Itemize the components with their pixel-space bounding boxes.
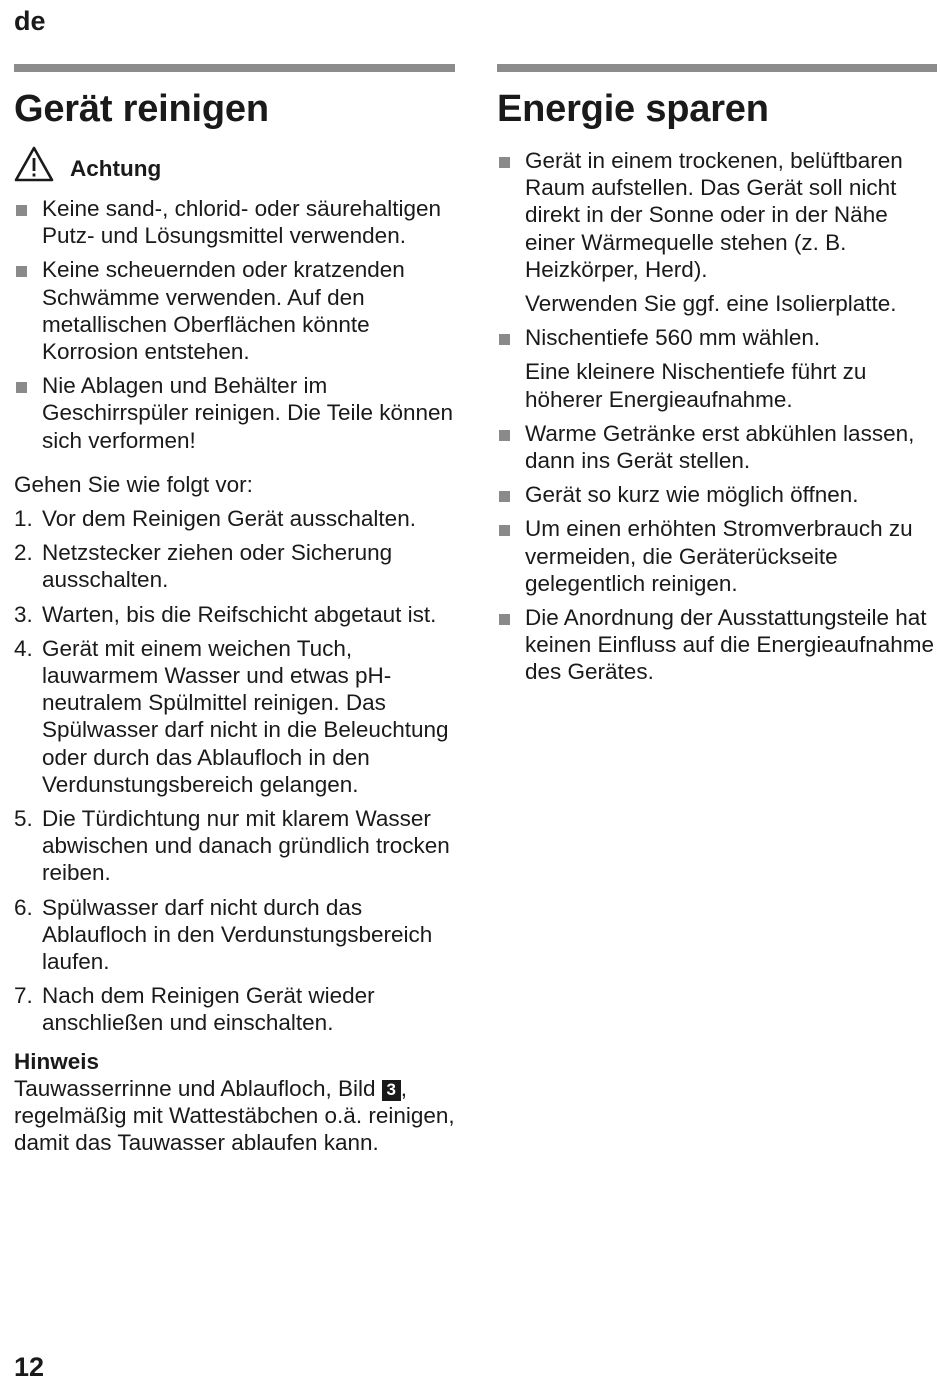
tip-text: Gerät in einem trockenen, belüftbaren Raum aufstellen. Das Gerät soll nicht direkt in der Sonne oder in der Nähe einer Wärmequelle stehen (z. B. Heizkörper, Herd). — [525, 148, 903, 282]
step-number: 7. — [14, 983, 33, 1009]
section-energy-saving — [497, 64, 937, 693]
tip-text: Warme Getränke erst abkühlen lassen, dann ins Gerät stellen. — [525, 420, 915, 474]
hint-text-start: Tauwasserrinne und Ablaufloch, Bild — [14, 1075, 382, 1101]
list-item — [14, 805, 455, 887]
step-number: 4. — [14, 635, 33, 661]
tip-text: Die Anordnung der Ausstattungsteile hat keinen Einfluss auf die Energieaufnahme des Gerätes. — [525, 605, 935, 685]
list-item — [14, 635, 455, 798]
step-number: 5. — [14, 806, 33, 832]
list-item: Keine sand-, chlorid- oder säurehaltigen Putz- und Lösungsmittel verwenden. — [14, 195, 455, 249]
section-divider — [14, 64, 455, 72]
step-text: Netzstecker ziehen oder Sicherung ausschalten. — [42, 540, 393, 593]
step-number: 1. — [14, 506, 33, 532]
warning-label: Achtung — [70, 156, 162, 181]
list-item — [497, 481, 937, 508]
tip-note: Verwenden Sie ggf. eine Isolierplatte. — [525, 291, 897, 317]
tip-note: Eine kleinere Nischentiefe führt zu höherer Energieaufnahme. — [525, 359, 867, 412]
energy-tips-list — [497, 147, 937, 686]
list-item — [14, 982, 455, 1036]
warning-heading — [14, 146, 455, 182]
section-divider — [497, 64, 937, 72]
list-item — [497, 147, 937, 317]
section-title: Energie sparen — [497, 88, 769, 130]
step-text: Vor dem Reinigen Gerät ausschalten. — [42, 506, 416, 532]
section-cleaning — [14, 64, 455, 1156]
list-item — [497, 515, 937, 597]
step-text: Die Türdichtung nur mit klarem Wasser abwischen und danach gründlich trocken reiben. — [42, 806, 450, 886]
list-item: Nie Ablagen und Behälter im Geschirrspüler reinigen. Die Teile können sich verformen! — [14, 372, 455, 454]
step-text: Nach dem Reinigen Gerät wieder anschließen und einschalten. — [42, 983, 375, 1036]
warning-triangle-icon — [14, 146, 54, 182]
list-item — [14, 539, 455, 593]
warning-list — [14, 195, 455, 454]
steps-intro: Gehen Sie wie folgt vor: — [14, 471, 253, 497]
tip-text: Gerät so kurz wie möglich öffnen. — [525, 482, 859, 508]
step-text: Spülwasser darf nicht durch das Ablaufloch in den Verdunstungsbereich laufen. — [42, 894, 433, 975]
section-title: Gerät reinigen — [14, 88, 269, 130]
step-number: 6. — [14, 894, 33, 920]
steps-list — [14, 505, 455, 1037]
list-item — [14, 601, 455, 628]
figure-reference: 3 — [382, 1080, 401, 1101]
tip-text: Nischentiefe 560 mm wählen. — [525, 325, 821, 351]
list-item — [14, 894, 455, 976]
tip-text: Um einen erhöhten Stromverbrauch zu vermeiden, die Geräterückseite gelegentlich reinigen. — [525, 516, 913, 596]
list-item — [497, 604, 937, 686]
list-item — [497, 420, 937, 474]
page-number: 12 — [14, 1352, 45, 1382]
hint-text — [14, 1075, 455, 1157]
list-item: Keine scheuernden oder kratzenden Schwämme verwenden. Auf den metallischen Oberflächen könnte Korrosion entstehen. — [14, 256, 455, 365]
hint-label: Hinweis — [14, 1048, 100, 1074]
language-code: de — [14, 6, 46, 36]
step-text: Warten, bis die Reifschicht abgetaut ist. — [42, 601, 437, 627]
list-item — [497, 324, 937, 413]
hint-text-end: , regelmäßig mit Wattestäbchen o.ä. reinigen, damit das Tauwasser ablaufen kann. — [14, 1075, 455, 1156]
step-number: 2. — [14, 540, 33, 566]
step-number: 3. — [14, 601, 33, 627]
step-text: Gerät mit einem weichen Tuch, lauwarmem Wasser und etwas pH-neutralem Spülmittel reinigen. Das Spülwasser darf nicht in die Beleuchtung oder durch das Ablaufloch in den Verdunstungsbereich gelangen. — [42, 635, 449, 797]
list-item — [14, 505, 455, 532]
